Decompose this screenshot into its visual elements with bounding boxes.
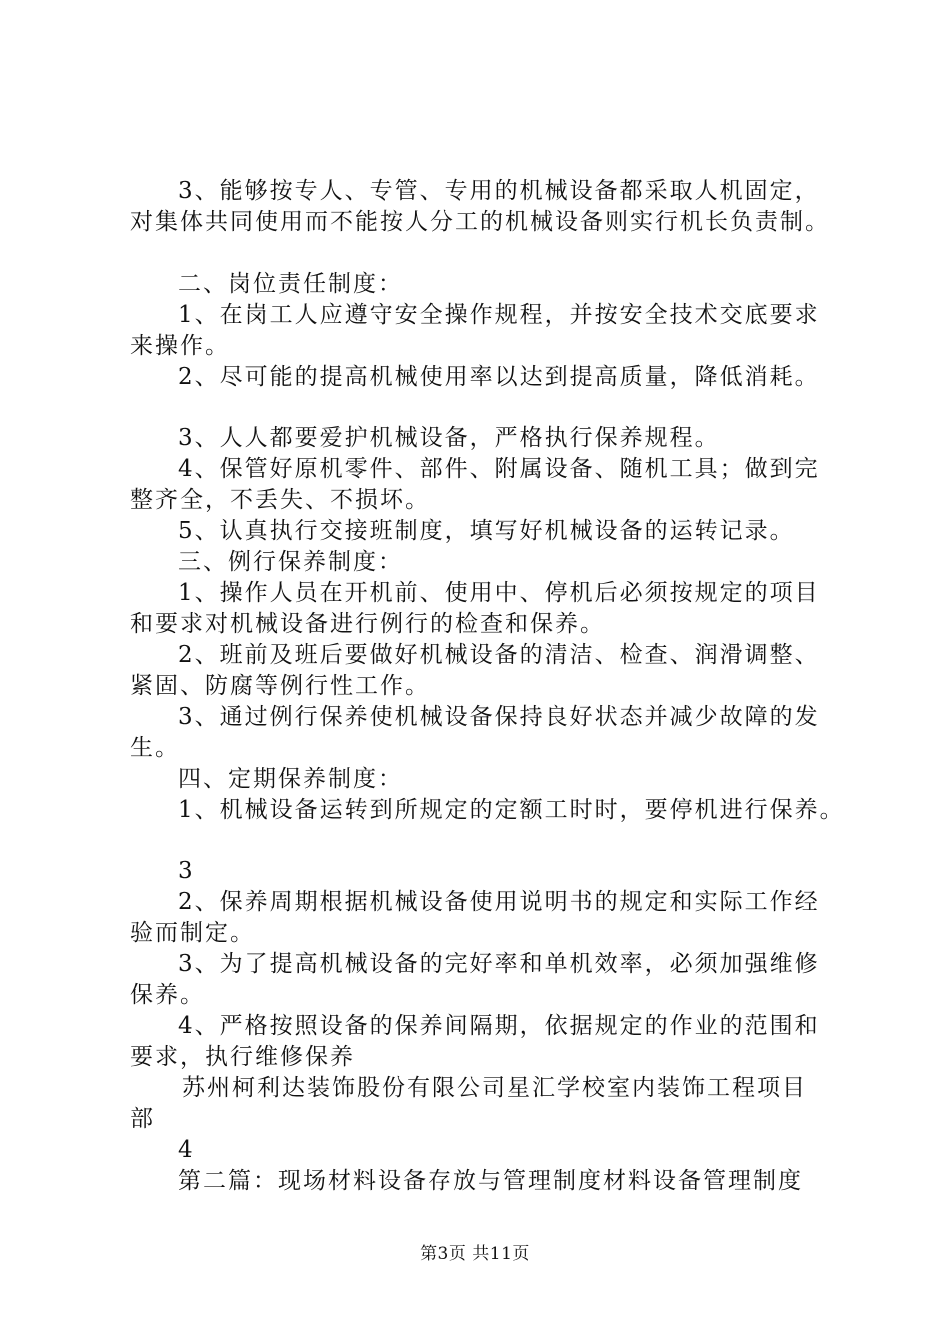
text-line: 生。 — [130, 735, 180, 761]
text-line: 2、尽可能的提高机械使用率以达到提高质量，降低消耗。 — [178, 364, 820, 390]
text-line: 4、严格按照设备的保养间隔期，依据规定的作业的范围和 — [178, 1013, 820, 1039]
section-heading: 三、例行保养制度： — [178, 549, 403, 575]
text-line: 整齐全，不丢失、不损坏。 — [130, 487, 430, 513]
page-footer: 第3页 共11页 — [420, 1244, 530, 1264]
section-heading: 二、岗位责任制度： — [178, 271, 403, 297]
text-line: 3、能够按专人、专管、专用的机械设备都采取人机固定， — [178, 178, 820, 204]
page-number-inline: 4 — [178, 1137, 195, 1163]
text-line: 4、保管好原机零件、部件、附属设备、随机工具；做到完 — [178, 456, 820, 482]
text-line: 3、人人都要爱护机械设备，严格执行保养规程。 — [178, 425, 720, 451]
text-line: 5、认真执行交接班制度，填写好机械设备的运转记录。 — [178, 518, 795, 544]
text-line: 来操作。 — [130, 333, 230, 359]
text-line: 保养。 — [130, 982, 205, 1008]
page-number-inline: 3 — [178, 858, 195, 884]
text-line: 2、班前及班后要做好机械设备的清洁、检查、润滑调整、 — [178, 642, 820, 668]
text-line: 要求，执行维修保养 — [130, 1044, 355, 1070]
chapter-title: 第二篇：现场材料设备存放与管理制度材料设备管理制度 — [178, 1168, 803, 1194]
section-heading: 四、定期保养制度： — [178, 766, 403, 792]
text-line: 3、为了提高机械设备的完好率和单机效率，必须加强维修 — [178, 951, 820, 977]
text-line: 1、操作人员在开机前、使用中、停机后必须按规定的项目 — [178, 580, 820, 606]
text-line: 和要求对机械设备进行例行的检查和保养。 — [130, 611, 605, 637]
text-line: 紧固、防腐等例行性工作。 — [130, 673, 430, 699]
text-line: 2、保养周期根据机械设备使用说明书的规定和实际工作经 — [178, 889, 820, 915]
text-line: 验而制定。 — [130, 920, 255, 946]
company-name: 部 — [130, 1106, 155, 1132]
company-name: 苏州柯利达装饰股份有限公司星汇学校室内装饰工程项目 — [182, 1075, 807, 1101]
text-line: 1、机械设备运转到所规定的定额工时时，要停机进行保养。 — [178, 797, 845, 823]
text-line: 对集体共同使用而不能按人分工的机械设备则实行机长负责制。 — [130, 209, 830, 235]
text-line: 1、在岗工人应遵守安全操作规程，并按安全技术交底要求 — [178, 302, 820, 328]
text-line: 3、通过例行保养使机械设备保持良好状态并减少故障的发 — [178, 704, 820, 730]
